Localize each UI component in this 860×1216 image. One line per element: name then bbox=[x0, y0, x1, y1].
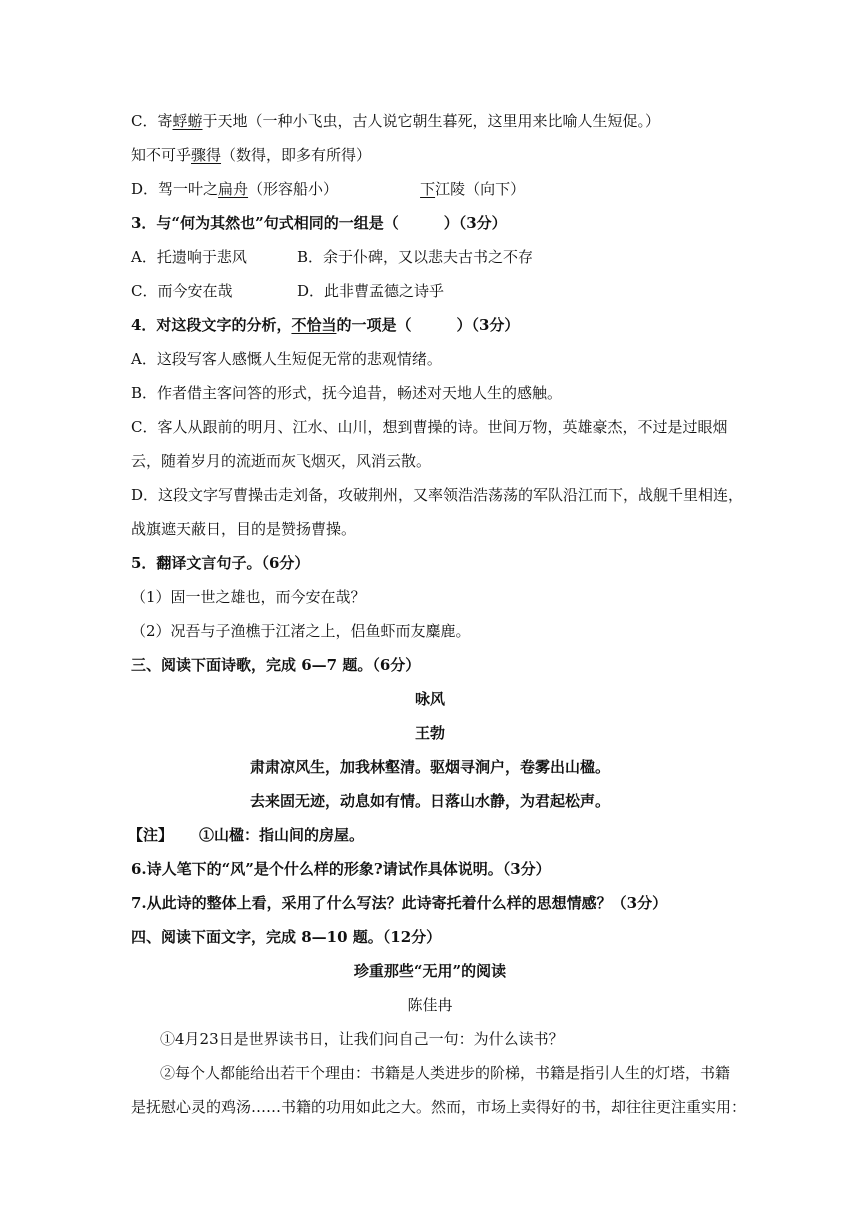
q3-option-d: D．此非曹孟德之诗乎 bbox=[297, 282, 445, 300]
poem-title: 咏风 bbox=[414, 690, 445, 708]
q4-stem-prefix: 4．对这段文字的分析， bbox=[131, 316, 292, 334]
poem-note-label: 【注】 bbox=[128, 826, 174, 844]
q7-stem: 7.从此诗的整体上看，采用了什么写法？此诗寄托着什么样的思想情感？（3分） bbox=[131, 894, 668, 912]
q2-d-gloss: （形容船小） bbox=[248, 180, 339, 198]
article-author: 陈佳冉 bbox=[407, 996, 453, 1014]
article-paragraph-2-line1: ②每个人都能给出若干个理由：书籍是人类进步的阶梯，书籍是指引人生的灯塔，书籍 bbox=[160, 1064, 731, 1082]
q2-d-gloss-2: 江陵（向下） bbox=[435, 180, 526, 198]
q3-stem: 3．与“何为其然也”句式相同的一组是（ ）（3分） bbox=[131, 214, 507, 232]
q3-option-c: C．而今安在哉 bbox=[131, 282, 233, 300]
q4-stem-suffix: 的一项是（ ）（3分） bbox=[336, 316, 520, 334]
q3-options-row1 bbox=[131, 247, 741, 267]
poem-note bbox=[128, 825, 738, 845]
q2-c2-underlined-word: 骤得 bbox=[191, 146, 222, 164]
poem-author: 王勃 bbox=[414, 724, 445, 742]
q2-c2-prefix: 知不可乎 bbox=[131, 146, 192, 164]
q6-stem: 6.诗人笔下的“风”是个什么样的形象?请试作具体说明。（3分） bbox=[131, 860, 551, 878]
poem-verse-2: 去来固无迹，动息如有情。日落山水静，为君起松声。 bbox=[249, 792, 610, 810]
q2-option-c bbox=[131, 111, 741, 131]
q2-c-prefix: C．寄 bbox=[131, 112, 173, 130]
q4-option-b: B．作者借主客问答的形式，抚今追昔，畅述对天地人生的感触。 bbox=[131, 384, 563, 402]
q5-sentence-2: （2）况吾与子渔樵于江渚之上，侣鱼虾而友麋鹿。 bbox=[131, 622, 471, 640]
q4-option-d-line2: 战旗遮天蔽日，目的是赞扬曹操。 bbox=[131, 520, 357, 538]
q3-options-row2 bbox=[131, 281, 741, 301]
article-paragraph-1: ①4月23日是世界读书日，让我们问自己一句：为什么读书？ bbox=[160, 1030, 564, 1048]
q5-sentence-1: （1）固一世之雄也，而今安在哉？ bbox=[131, 588, 366, 606]
q2-c-gloss: 于天地（一种小飞虫，古人说它朝生暮死，这里用来比喻人生短促。） bbox=[202, 112, 661, 130]
q4-option-d-line1: D．这段文字写曹操击走刘备，攻破荆州，又率领浩浩荡荡的军队沿江而下，战舰千里相连， bbox=[131, 486, 744, 504]
q3-option-b: B．余于仆碑，又以悲夫古书之不存 bbox=[297, 248, 534, 266]
q3-option-a: A．托遗响于悲风 bbox=[131, 248, 247, 266]
q2-d-prefix: D．驾一叶之 bbox=[131, 180, 219, 198]
q2-c-underlined-word: 蜉蝣 bbox=[172, 112, 203, 130]
q4-stem bbox=[131, 315, 741, 335]
q4-option-c-line2: 云，随着岁月的流逝而灰飞烟灭，风消云散。 bbox=[131, 452, 432, 470]
q4-option-c-line1: C．客人从跟前的明月、江水、山川，想到曹操的诗。世间万物，英雄豪杰，不过是过眼烟 bbox=[131, 418, 728, 436]
q2-c2-gloss: （数得，即多有所得） bbox=[221, 146, 372, 164]
q4-option-a: A．这段写客人感慨人生短促无常的悲观情绪。 bbox=[131, 350, 442, 368]
article-title: 珍重那些“无用”的阅读 bbox=[353, 962, 507, 980]
q2-option-c-line2 bbox=[131, 145, 741, 165]
q2-d-underlined-word: 扁舟 bbox=[218, 180, 249, 198]
q2-d-underlined-word-2: 下 bbox=[420, 180, 436, 198]
section3-heading: 三、阅读下面诗歌，完成 6—7 题。（6分） bbox=[131, 656, 421, 674]
q5-stem: 5．翻译文言句子。（6分） bbox=[131, 554, 310, 572]
poem-verse-1: 肃肃凉风生，加我林壑清。驱烟寻涧户，卷雾出山楹。 bbox=[249, 758, 610, 776]
q2-option-d bbox=[131, 179, 741, 199]
section4-heading: 四、阅读下面文字，完成 8—10 题。（12分） bbox=[131, 928, 442, 946]
q4-stem-underlined: 不恰当 bbox=[291, 316, 337, 334]
poem-note-text: ①山楹：指山间的房屋。 bbox=[199, 826, 365, 844]
article-paragraph-2-line2: 是抚慰心灵的鸡汤……书籍的功用如此之大。然而，市场上卖得好的书，却往往更注重实用： bbox=[131, 1098, 747, 1116]
